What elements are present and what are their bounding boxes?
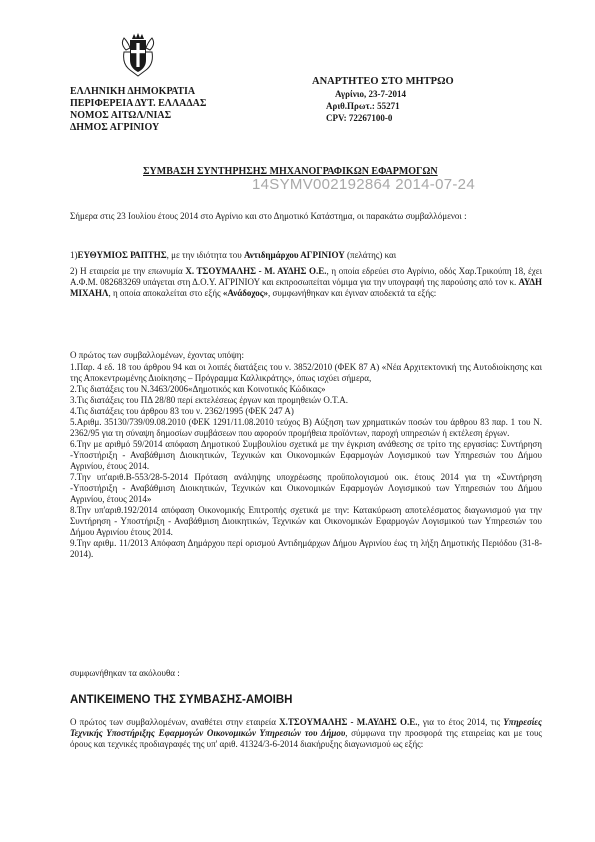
party-2-company: Χ. ΤΣΟΥΜΑΛΗΣ - Μ. ΑΥΔΗΣ Ο.Ε. — [185, 266, 327, 276]
section-heading-subject: ΑΝΤΙΚΕΙΜΕΝΟ ΤΗΣ ΣΥΜΒΑΣΗΣ-ΑΜΟΙΒΗ — [70, 694, 293, 706]
considering-lead: Ο πρώτος των συμβαλλομένων, έχοντας υπόψη: — [70, 350, 244, 360]
diavgeia-stamp: 14SYMV002192864 2014-07-24 — [252, 176, 475, 193]
document-date: Αγρίνιο, 23-7-2014 — [335, 89, 407, 99]
party-1-post: (πελάτης) και — [347, 250, 397, 260]
subject-company: Χ.ΤΣΟΥΜΑΛΗΣ - Μ.ΑΥΔΗΣ Ο.Ε. — [279, 717, 418, 727]
cpv-code: CPV: 72267100-0 — [326, 113, 393, 123]
party-1 — [70, 250, 396, 261]
subject-text-3: , σύμφωνα την προσφορά της εταιρείας και με τους όρους και τεχνικές προδιαγραφές της υπ' αριθ. 41324/3-6-2014 διακήρυξης διαγωνισμού ως εξής: — [70, 728, 542, 749]
issuer-line-1: ΕΛΛΗΝΙΚΗ ΔΗΜΟΚΡΑΤΙΑ — [70, 86, 196, 97]
issuer-line-2: ΠΕΡΙΦΕΡΕΙΑ ΔΥΤ. ΕΛΛΑΔΑΣ — [70, 98, 207, 109]
party-2-text-1: , η οποία εδρεύει στο Αγρίνιο, οδός Χαρ.Τρικούπη 18, έχει Α.Φ.Μ. 082683269 υπάγεται στη Δ.Ο.Υ. ΑΓΡΙΝΙΟΥ και εκπροσωπείται νόμιμα για την υπογραφή της παρούσης από τον κ. — [70, 266, 543, 287]
considering-item-2: 2.Τις διατάξεις του Ν.3463/2006«Δημοτικός και Κοινοτικός Κώδικας» — [70, 384, 326, 394]
contract-title: ΣΥΜΒΑΣΗ ΣΥΝΤΗΡΗΣΗΣ ΜΗΧΑΝΟΓΡΑΦΙΚΩΝ ΕΦΑΡΜΟΓΩΝ — [143, 166, 438, 177]
considering-item-5: 5.Αριθμ. 35130/739/09.08.2010 (ΦΕΚ 1291/11.08.2010 τεύχος Β) Αύξηση των χρηματικών ποσών του άρθρου 83 παρ. 1 του Ν. 2362/95 για τη σύναψη δημοσίων συμβάσεων που αφορούν προμήθεια προϊόντων, παροχή υπηρεσιών ή εκτέλεση έργων. — [70, 417, 542, 438]
party-1-role: Αντιδημάρχου ΑΓΡΙΝΙΟΥ — [243, 250, 345, 260]
protocol-number: Αριθ.Πρωτ.: 55271 — [326, 101, 400, 111]
considering-item-4: 4.Τις διατάξεις του άρθρου 83 του ν. 2362/1995 (ΦΕΚ 247 Α) — [70, 406, 294, 416]
party-2-contractor-label: «Ανάδοχος» — [222, 288, 269, 298]
considering-item-7: 7.Την υπ'αριθ.Β-553/28-5-2014 Πρόταση ανάληψης υποχρέωσης προϋπολογισμού οικ. έτους 2014 για τη «Συντήρηση -Υποστήριξη - Αναβάθμιση Διοικητικών, Τεχνικών και Οικονομικών Εφαρμογών Λογισμικού των Υπηρεσιών του Δήμου Αγρινίου, έτους 2014» — [70, 472, 542, 504]
issuer-line-3: ΝΟΜΟΣ ΑΙΤΩΛ/ΝΙΑΣ — [70, 110, 172, 121]
issuer-line-4: ΔΗΜΟΣ ΑΓΡΙΝΙΟΥ — [70, 122, 160, 133]
party-2-prefix: 2) Η εταιρεία με την επωνυμία — [70, 266, 183, 276]
considering-item-3: 3.Τις διατάξεις του ΠΔ 28/80 περί εκτελέσεως έργων και προμηθειών Ο.Τ.Α. — [70, 395, 348, 405]
considering-item-8: 8.Την υπ'αριθ.192/2014 απόφαση Οικονομικής Επιτροπής σχετικά με την: Κατακύρωση αποτελέσματος διαγωνισμού για την Συντήρηση - Υποστήριξη - Αναβάθμιση Διοικητικών, Τεχνικών και Οικονομικών Εφαρμογών Λογισμικού των Υπηρεσιών του Δήμου Αγρινίου έτους 2014. — [70, 505, 542, 537]
party-2 — [70, 266, 542, 299]
party-2-representative: ΑΥΔΗ ΜΙΧΑΗΛ — [70, 277, 542, 298]
subject-services: Υπηρεσίες Τεχνικής Υποστήριξης Εφαρμογών Οικονομικών Υπηρεσιών του Δήμου — [70, 717, 543, 738]
agreed-line: συμφωνήθηκαν τα ακόλουθα : — [70, 668, 180, 678]
subject-text-2: , για το έτος 2014, τις — [417, 717, 501, 727]
registry-title: ΑΝΑΡΤΗΤΕΟ ΣΤΟ ΜΗΤΡΩΟ — [312, 76, 454, 87]
considering-item-1: 1.Παρ. 4 εδ. 18 του άρθρου 94 και οι λοιπές διατάξεις του ν. 3852/2010 (ΦΕΚ 87 Α) «Νέα Αρχιτεκτονική της Αυτοδιοίκησης και της Αποκεντρωμένης Διοίκησης – Πρόγραμμα Καλλικράτης», όπως ισχύει σήμερα, — [70, 362, 542, 383]
issuer-block — [70, 86, 206, 134]
party-1-prefix: 1) — [70, 250, 78, 260]
party-1-name: ΕΥΘΥΜΙΟΣ ΡΑΠΤΗΣ — [77, 250, 167, 260]
subject-paragraph — [70, 717, 542, 750]
party-2-text-2: , η οποία αποκαλείται στο εξής — [108, 288, 221, 298]
considering-list — [70, 362, 542, 560]
party-1-mid: , με την ιδιότητα του — [166, 250, 242, 260]
coat-of-arms-emblem — [118, 30, 158, 78]
subject-text-1: Ο πρώτος των συμβαλλομένων, αναθέτει στην εταιρεία — [70, 717, 276, 727]
considering-item-6: 6.Την με αριθμό 59/2014 απόφαση Δημοτικού Συμβουλίου σχετικά με την έγκριση ανάθεσης σε τρίτο της εργασίας: Συντήρηση -Υποστήριξη - Αναβάθμιση Διοικητικών, Τεχνικών και Οικονομικών Εφαρμογών Λογισμικού των Υπηρεσιών του Δήμου Αγρινίου, έτους 2014. — [70, 439, 542, 471]
intro-paragraph: Σήμερα στις 23 Ιουλίου έτους 2014 στο Αγρίνιο και στο Δημοτικό Κατάστημα, οι παρακάτω συμβαλλόμενοι : — [70, 211, 467, 221]
party-2-text-3: , συμφωνήθηκαν και έγιναν αποδεκτά τα εξής: — [268, 288, 437, 298]
considering-item-9: 9.Την αριθμ. 11/2013 Απόφαση Δημάρχου περί ορισμού Αντιδημάρχων Δήμου Αγρινίου έως τη λήξη Δημοτικής Περιόδου (31-8-2014). — [70, 538, 542, 559]
